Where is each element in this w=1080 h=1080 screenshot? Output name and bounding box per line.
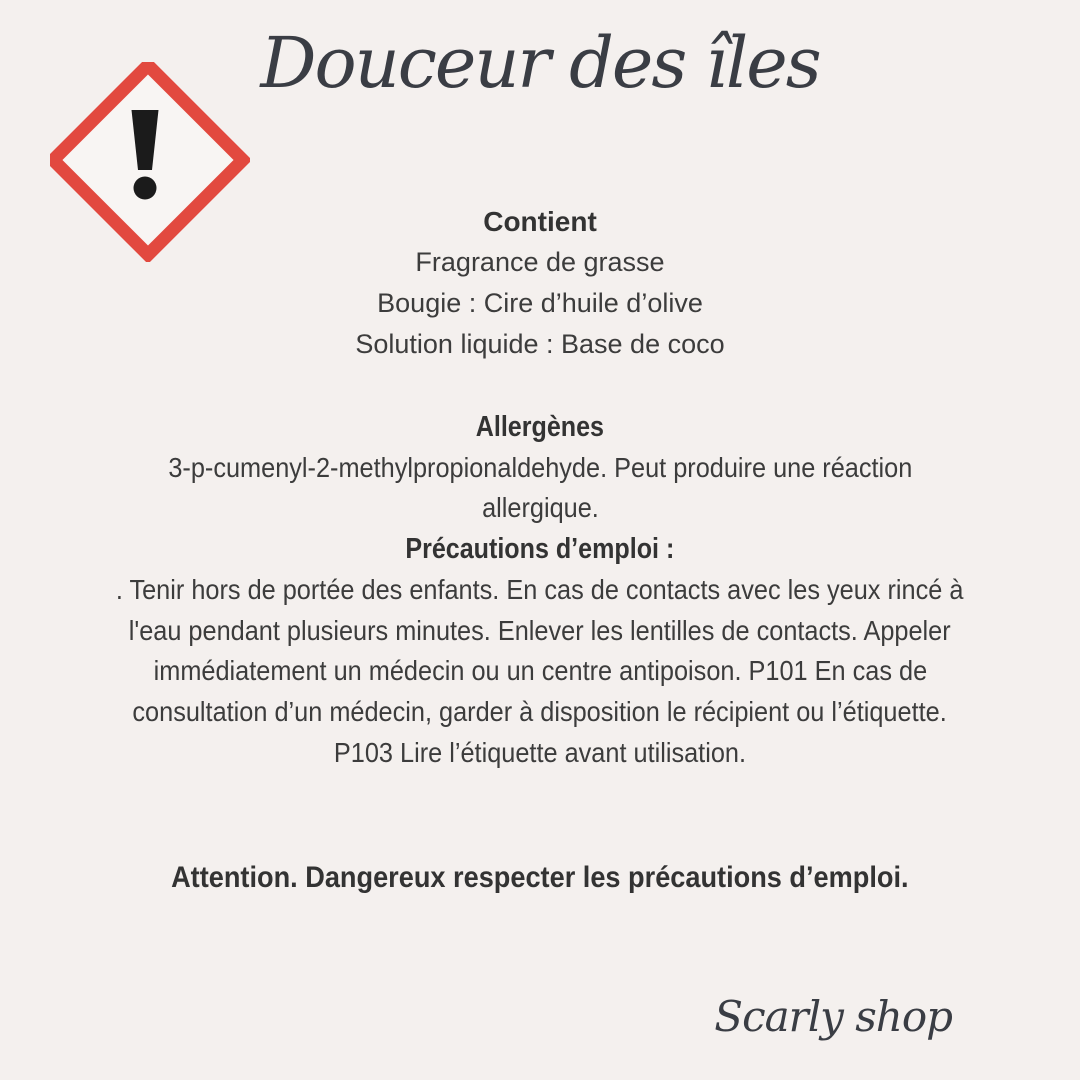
- attention-warning-text: Attention. Dangereux respecter les précautions d’emploi.: [171, 861, 909, 894]
- contains-line: Solution liquide : Base de coco: [355, 329, 725, 359]
- contains-line: Fragrance de grasse: [415, 247, 665, 277]
- precautions-line: l'eau pendant plusieurs minutes. Enlever les lentilles de contacts. Appeler: [129, 614, 951, 646]
- precautions-line: consultation d’un médecin, garder à disposition le récipient ou l’étiquette.: [132, 695, 948, 727]
- allergens-line: allergique.: [481, 492, 599, 524]
- page-title: Douceur des îles: [260, 22, 820, 104]
- shop-signature: Scarly shop: [714, 992, 952, 1041]
- precautions-line: immédiatement un médecin ou un centre antipoison. P101 En cas de: [153, 655, 927, 687]
- allergens-line: 3-p-cumenyl-2-methylpropionaldehyde. Peut produire une réaction: [168, 451, 912, 483]
- contains-section: [0, 201, 1080, 365]
- contains-heading: Contient: [483, 206, 597, 237]
- precautions-heading: Précautions d’emploi :: [405, 533, 675, 566]
- precautions-line: . Tenir hors de portée des enfants. En cas de contacts avec les yeux rincé à: [116, 573, 964, 605]
- allergens-heading: Allergènes: [475, 411, 605, 443]
- precautions-line: P103 Lire l’étiquette avant utilisation.: [333, 736, 747, 768]
- contains-line: Bougie : Cire d’huile d’olive: [377, 288, 703, 318]
- safety-text-section: [0, 407, 1080, 773]
